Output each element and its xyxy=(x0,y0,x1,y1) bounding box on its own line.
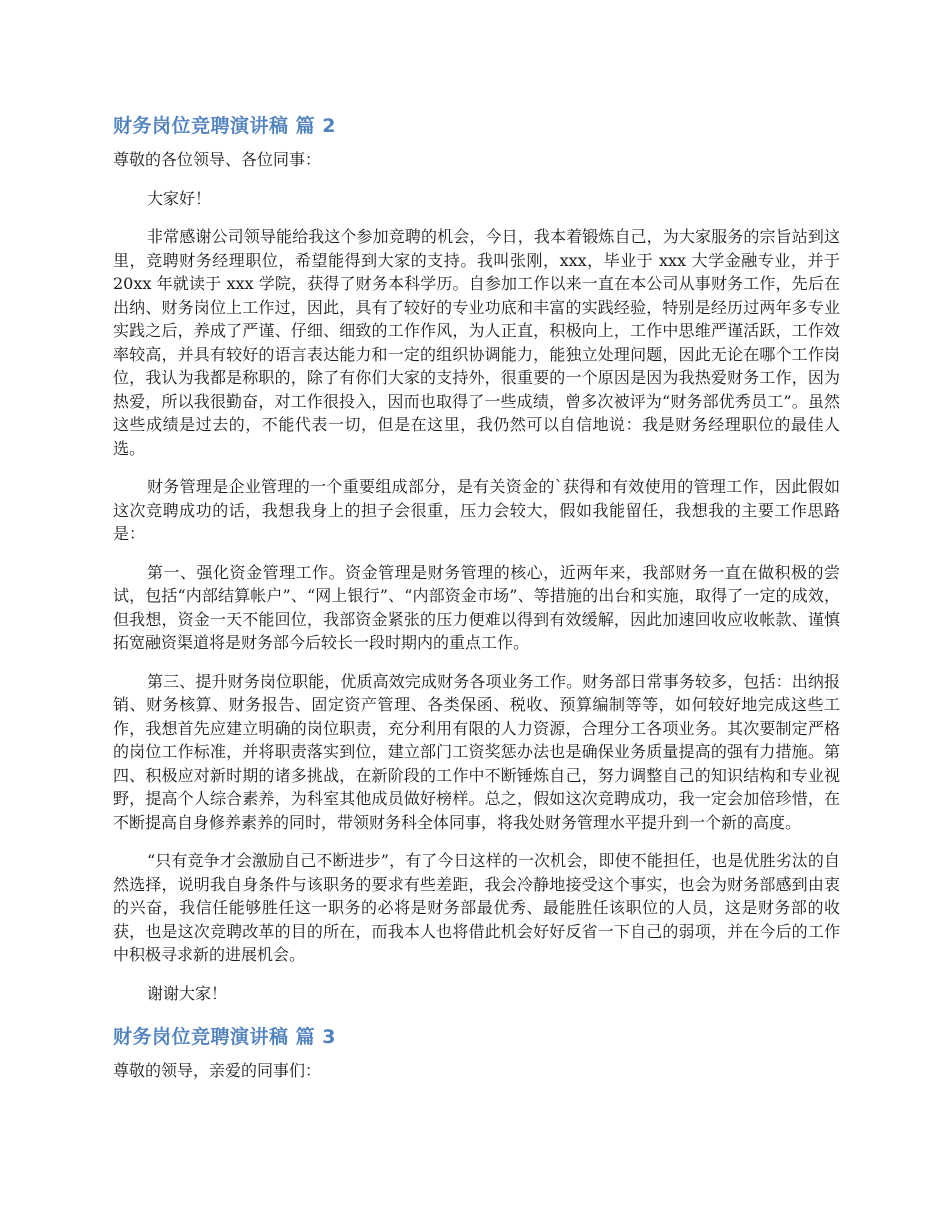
section-2-closing: 谢谢大家！ xyxy=(147,983,228,1003)
body-paragraph: 非常感谢公司领导能给我这个参加竞聘的机会，今日，我本着锻炼自己，为大家服务的宗旨站到这里，竞聘财务经理职位，希望能得到大家的支持。我叫张刚，xxx，毕业于 xxx 大学金融专业，并于 20xx 年就读于 xxx 学院，获得了财务本科学历。自参加工作以来一直在本公司从事财务工作，先后在出纳、财务岗位上工作过，因此，具有了较好的专业功底和丰富的实践经验，特别是经历过两年多专业实践之后，养成了严谨、仔细、细致的工作作风，为人正直，积极向上，工作中思维严谨活跃，工作效率较高，并具有较好的语言表达能力和一定的组织协调能力，能独立处理问题，因此无论在哪个工作岗位，我认为我都是称职的，除了有你们大家的支持外，很重要的一个原因是因为我热爱财务工作，因为热爱，所以我很勤奋，对工作很投入，因而也取得了一些成绩，曾多次被评为“财务部优秀员工”。虽然这些成绩是过去的，不能代表一切，但是在这里，我仍然可以自信地说：我是财务经理职位的最佳人选。 xyxy=(113,227,840,458)
section-2-title: 财务岗位竞聘演讲稿 篇 2 xyxy=(113,115,336,137)
section-2-salutation: 尊敬的各位领导、各位同事： xyxy=(113,150,322,169)
body-paragraph: “只有竞争才会激励自己不断进步”，有了今日这样的一次机会，即使不能担任，也是优胜劣汰的自然选择，说明我自身条件与该职务的要求有些差距，我会冷静地接受这个事实，也会为财务部感到由衷的兴奋，我信任能够胜任这一职务的必将是财务部最优秀、最能胜任该职位的人员，这是财务部的收获，也是这次竞聘改革的目的所在，而我本人也将借此机会好好反省一下自己的弱项，并在今后的工作中积极寻求新的进展机会。 xyxy=(113,851,840,964)
document-page xyxy=(113,112,840,1098)
section-2-greeting: 大家好！ xyxy=(147,188,212,208)
body-paragraph: 第一、强化资金管理工作。资金管理是财务管理的核心，近两年来，我部财务一直在做积极的尝试，包括“内部结算帐户”、“网上银行”、“内部资金市场”、等措施的出台和实施，取得了一定的成效，但我想，资金一天不能回位，我部资金紧张的压力便难以得到有效缓解，因此加速回收应收帐款、谨慎拓宽融资渠道将是财务部今后较长一段时期内的重点工作。 xyxy=(113,562,840,652)
body-paragraph: 第三、提升财务岗位职能，优质高效完成财务各项业务工作。财务部日常事务较多，包括：出纳报销、财务核算、财务报告、固定资产管理、各类保函、税收、预算编制等等，如何较好地完成这些工作，我想首先应建立明确的岗位职责，充分利用有限的人力资源，合理分工各项业务。其次要制定严格的岗位工作标准，并将职责落实到位，建立部门工资奖惩办法也是确保业务质量提高的强有力措施。第四、积极应对新时期的诸多挑战，在新阶段的工作中不断锤炼自己，努力调整自己的知识结构和专业视野，提高个人综合素养，为科室其他成员做好榜样。总之，假如这次竞聘成功，我一定会加倍珍惜，在不断提高自身修养素养的同时，带领财务科全体同事，将我处财务管理水平提升到一个新的高度。 xyxy=(113,671,840,832)
body-paragraph: 财务管理是企业管理的一个重要组成部分，是有关资金的`获得和有效使用的管理工作，因此假如这次竞聘成功的话，我想我身上的担子会很重，压力会较大，假如我能留任，我想我的主要工作思路是： xyxy=(113,477,840,543)
section-3-title: 财务岗位竞聘演讲稿 篇 3 xyxy=(113,1026,336,1048)
section-3-salutation: 尊敬的领导，亲爱的同事们： xyxy=(113,1061,322,1080)
